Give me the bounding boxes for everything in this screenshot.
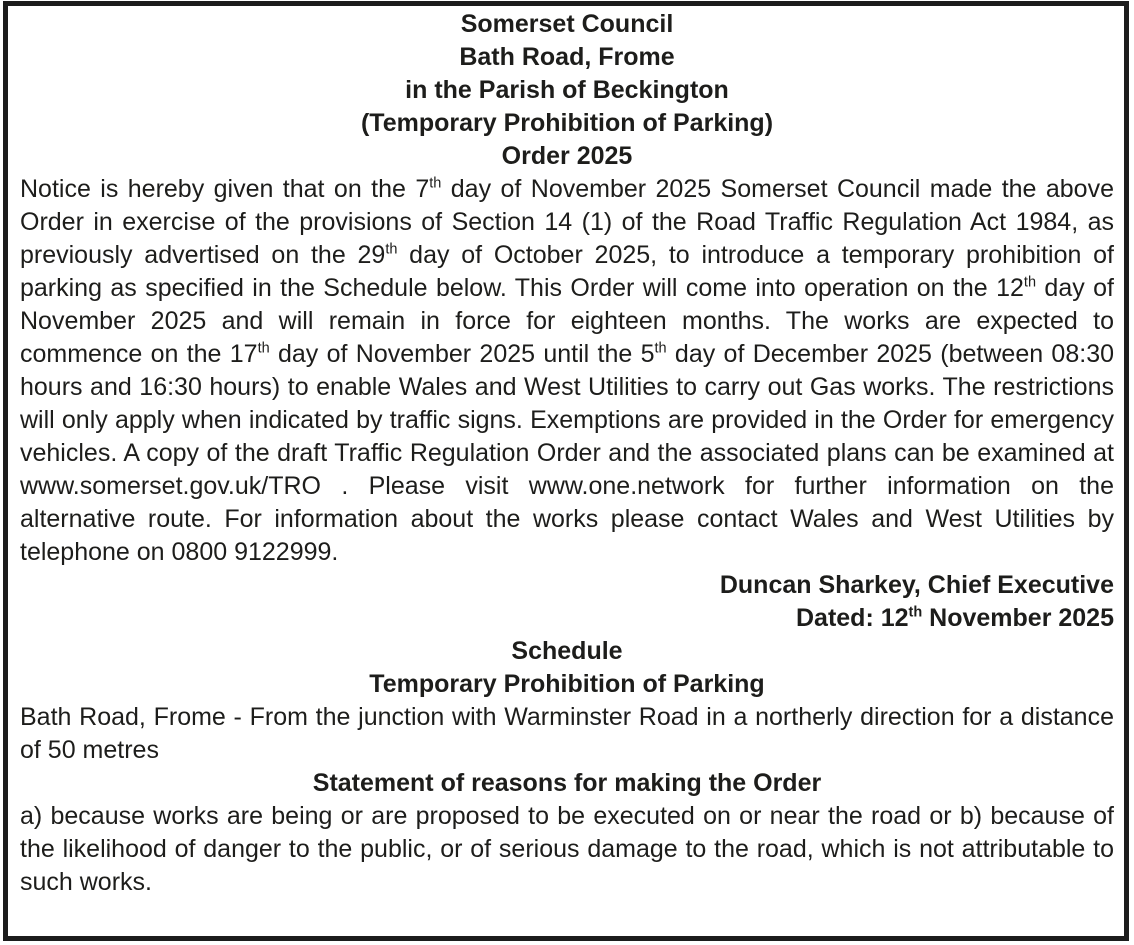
notice-body-paragraph: Notice is hereby given that on the 7th day of November 2025 Somerset Council made the above Order in exercise of the provisions of Section 14 (1) of the Road Traffic Regulation Act 1984, as previously advertised on the 29th day of October 2025, to introduce a temporary prohibition of parking as specified in the Schedule below. This Order will come into operation on the 12th day of November 2025 and will remain in force for eighteen months. The works are expected to commence on the 17th day of November 2025 until the 5th day of December 2025 (between 08:30 hours and 16:30 hours) to enable Wales and West Utilities to carry out Gas works. The restrictions will only apply when indicated by traffic signs. Exemptions are provided in the Order for emergency vehicles. A copy of the draft Traffic Regulation Order and the associated plans can be examined at www.somerset.gov.uk/TRO . Please visit www.one.network for further information on the alternative route. For information about the works please contact Wales and West Utilities by telephone on 0800 9122999. bbox=[20, 175, 1114, 566]
dated-line: Dated: 12th November 2025 bbox=[795, 604, 1114, 632]
schedule-heading: Schedule bbox=[511, 637, 623, 665]
schedule-subheading: Temporary Prohibition of Parking bbox=[369, 670, 765, 698]
public-notice-document bbox=[3, 1, 1129, 941]
notice-order-year-title: Order 2025 bbox=[501, 142, 633, 170]
notice-parish-title: in the Parish of Beckington bbox=[405, 76, 729, 104]
reasons-heading: Statement of reasons for making the Order bbox=[312, 769, 822, 797]
notice-authority-title: Somerset Council bbox=[460, 10, 674, 38]
schedule-entry: Bath Road, Frome - From the junction with Warminster Road in a northerly direction for a distance of 50 metres bbox=[20, 703, 1114, 764]
reasons-text: a) because works are being or are proposed to be executed on or near the road or b) because of the likelihood of danger to the public, or of serious damage to the road, which is not attributable to such works. bbox=[20, 802, 1114, 896]
signatory-name: Duncan Sharkey, Chief Executive bbox=[719, 571, 1114, 599]
notice-road-title: Bath Road, Frome bbox=[459, 43, 675, 71]
notice-restriction-title: (Temporary Prohibition of Parking) bbox=[360, 109, 774, 137]
